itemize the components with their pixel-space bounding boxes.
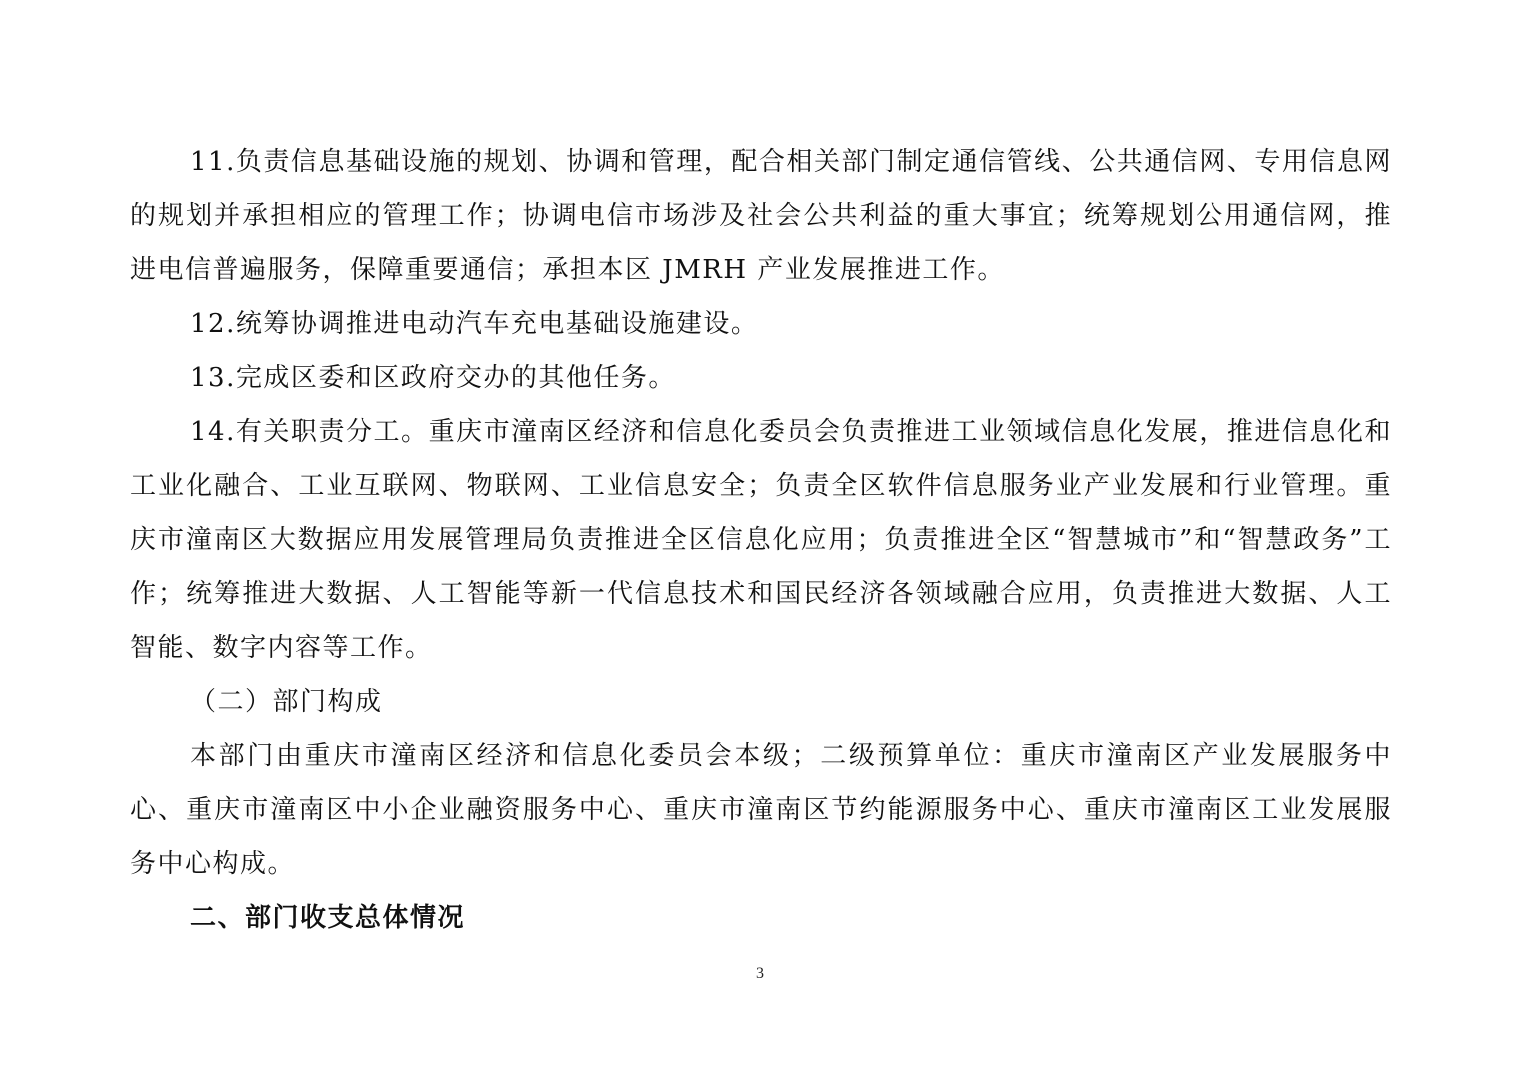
subheading-department-composition: （二）部门构成 — [190, 687, 383, 717]
document-body — [130, 135, 1392, 945]
paragraph-duty-13: 13.完成区委和区政府交办的其他任务。 — [190, 363, 676, 393]
paragraph-department-composition: 本部门由重庆市潼南区经济和信息化委员会本级；二级预算单位：重庆市潼南区产业发展服务中心、重庆市潼南区中小企业融资服务中心、重庆市潼南区节约能源服务中心、重庆市潼南区工业发展服务中心构成。 — [130, 741, 1392, 879]
page-number: 3 — [756, 965, 764, 982]
paragraph-duty-14: 14.有关职责分工。重庆市潼南区经济和信息化委员会负责推进工业领域信息化发展，推进信息化和工业化融合、工业互联网、物联网、工业信息安全；负责全区软件信息服务业产业发展和行业管理。重庆市潼南区大数据应用发展管理局负责推进全区信息化应用；负责推进全区“智慧城市”和“智慧政务”工作；统筹推进大数据、人工智能等新一代信息技术和国民经济各领域融合应用，负责推进大数据、人工智能、数字内容等工作。 — [130, 417, 1392, 663]
section-heading-revenue-expenditure: 二、部门收支总体情况 — [190, 903, 466, 933]
paragraph-duty-11: 11.负责信息基础设施的规划、协调和管理，配合相关部门制定通信管线、公共通信网、专用信息网的规划并承担相应的管理工作；协调电信市场涉及社会公共利益的重大事宜；统筹规划公用通信网，推进电信普遍服务，保障重要通信；承担本区 JMRH 产业发展推进工作。 — [130, 147, 1392, 285]
paragraph-duty-12: 12.统筹协调推进电动汽车充电基础设施建设。 — [190, 309, 759, 339]
